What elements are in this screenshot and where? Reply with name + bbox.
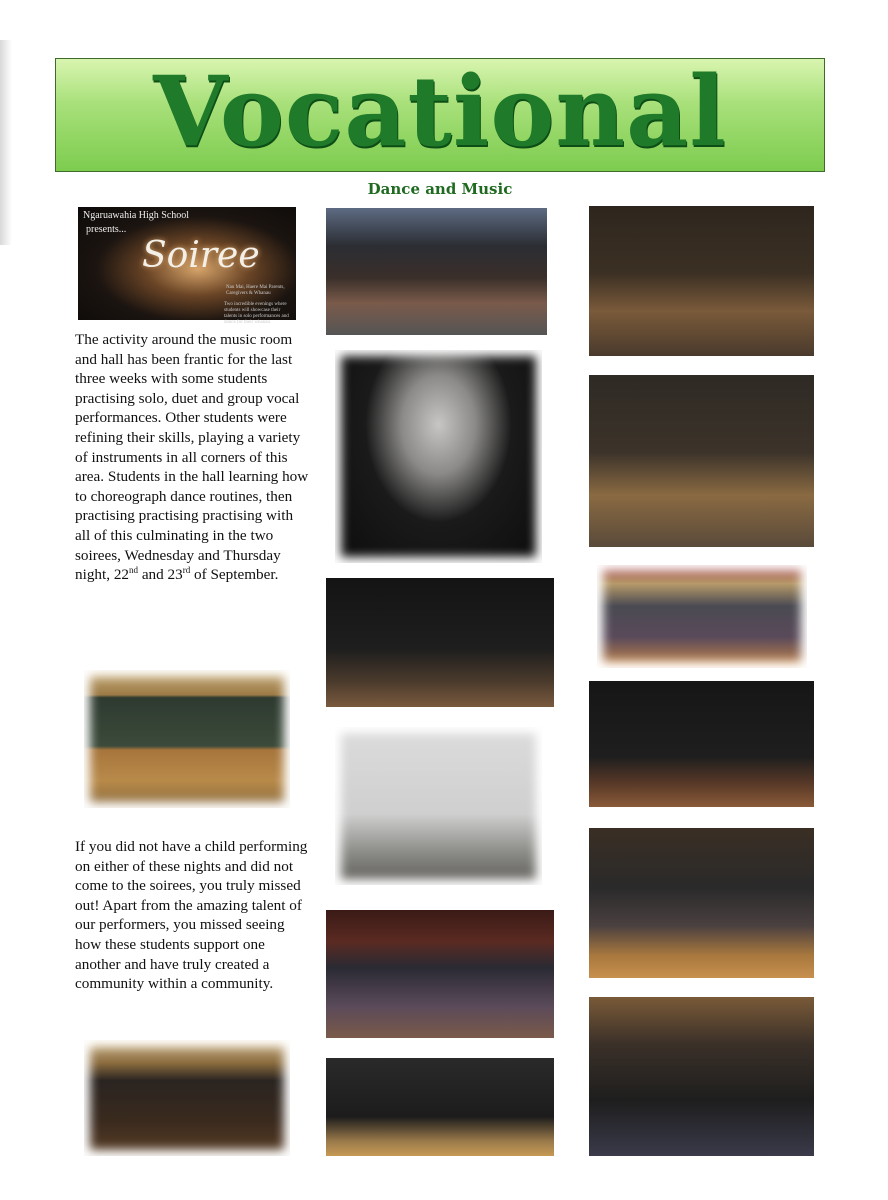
photo-audience-classroom <box>326 208 547 335</box>
article-text: and 23 <box>138 566 183 584</box>
article-paragraph-2: If you did not have a child performing on either of these nights and did not come to the soirees, you truly missed out! Apart from the amazing talent of our performers, you missed seeing how these students support one another and have truly created a community within a community. <box>75 838 308 993</box>
photo-singer-guitarist <box>589 997 814 1156</box>
photo-performer-suit <box>335 727 542 885</box>
photo-hall-wide <box>84 1040 290 1156</box>
article-text: of September. <box>190 566 279 584</box>
photo-audience-hall <box>326 910 554 1038</box>
poster-title: Soiree <box>142 235 260 276</box>
superscript-rd: rd <box>182 565 191 576</box>
poster-school-name: Ngaruawahia High School <box>83 210 190 221</box>
photo-drummer <box>589 206 814 356</box>
poster-blurb: Two incredible evenings where students will showcase their talents in solo performances and dance for their whanau <box>224 302 289 325</box>
section-subtitle: Dance and Music <box>367 180 513 198</box>
page-edge-shadow <box>0 40 12 245</box>
photo-hall-stage <box>84 670 290 808</box>
photo-dance-routine-1 <box>326 578 554 707</box>
article-text: The activity around the music room and hall has been frantic for the last three weeks with some students practising solo, duet and group vocal performances. Other students were refining their skills, playing a variety of instruments in all corners of this area. Students in the hall learning how to choreograph dance routines, then practising practising practising with all of this culminating in the two soirees, Wednesday and Thursday night, 22 <box>75 331 309 584</box>
photo-dance-routine-2 <box>589 681 814 807</box>
poster-credit: Nau Mai, Haere Mai Parents, Caregivers & Whanau <box>226 285 285 296</box>
page-title: Vocational <box>153 55 727 168</box>
photo-group-on-stage <box>597 565 807 668</box>
header-banner <box>55 55 825 172</box>
photo-duet-singers <box>589 375 814 547</box>
article-paragraph-1 <box>75 330 310 585</box>
photo-dance-group-finale <box>326 1058 554 1156</box>
photo-band-on-stage <box>589 828 814 978</box>
photo-singer-microphone <box>335 350 542 563</box>
superscript-nd: nd <box>129 565 139 576</box>
poster-presents: presents... <box>86 224 127 235</box>
soiree-poster <box>78 207 296 325</box>
